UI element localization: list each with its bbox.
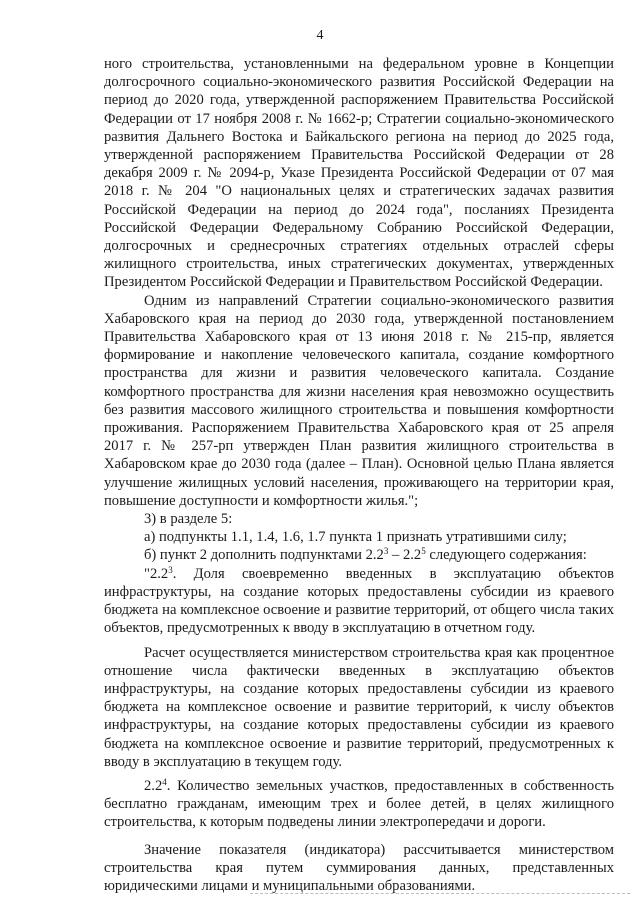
item-b-superscript-start: 3 — [383, 546, 389, 557]
page-number: 4 — [316, 28, 324, 43]
paragraph-calculation-method: Расчет осуществляется министерством строительства края как процентное отношение числа фактически введенных в эксплуатацию объектов инфраструктуры, на создание которых предоставлены субсидии из краевого бюджета на комплексное освоение и развитие территорий, к числу объектов инфраструктуры, на создание которых предоставлены субсидии из краевого бюджета на комплексное освоение и развитие территорий, предусмотренных к вводу в эксплуатацию в текущем году. — [104, 644, 614, 770]
item-b-lead: б) пункт 2 дополнить подпунктами 2.2 — [144, 547, 384, 564]
indicator-2-2-4-superscript: 4 — [162, 776, 167, 787]
paragraph-item-a: а) подпункты 1.1, 1.4, 1.6, 1.7 пункта 1 признать утратившими силу; — [144, 529, 567, 546]
paragraph-indicator-2-2-4 — [104, 777, 614, 832]
document-body — [104, 55, 614, 895]
paragraph-strategies-list: ного строительства, установленными на федеральном уровне в Концепции долгосрочного социально-экономического развития Российской Федерации на период до 2020 года, утвержденной распоряжением Правительства Российской Федерации от 17 ноября 2008 г. № 1662-р; Стратегии социально-экономического развития Дальнего Востока и Байкальского региона на период до 2025 года, утвержденной распоряжением Правительства Российской Федерации от 28 декабря 2009 г. № 2094-р, Указе Президента Российской Федерации от 07 мая 2018 г. № 204 "О национальных целях и стратегических задачах развития Российской Федерации на период до 2024 года", посланиях Президента Российской Федерации Федеральному Собранию Российской Федерации, долгосрочных и среднесрочных стратегиях отдельных отраслей сферы жилищного строительства, иных стратегических документах, утвержденных Президентом Российской Федерации и Правительством Российской Федерации. — [104, 56, 614, 291]
item-b-superscript-end: 5 — [421, 546, 426, 557]
indicator-2-2-3-number: "2.2 — [144, 565, 169, 582]
paragraph-item-b — [104, 546, 614, 564]
indicator-2-2-4-text: . Количество земельных участков, предоставленных в собственность бесплатно гражданам, имеющим трех и более детей, в целях жилищного строительства, к которым подведены линии электропередачи и дороги. — [104, 777, 614, 831]
indicator-2-2-3-superscript: 3 — [168, 564, 173, 575]
paragraph-indicator-value: Значение показателя (индикатора) рассчитывается министерством строительства края путем суммирования данных, представленных юридическими лицами и муниципальными образованиями. — [104, 841, 614, 894]
item-b-tail: следующего содержания: — [425, 547, 587, 564]
paragraph-khabarovsk-strategy: Одним из направлений Стратегии социально-экономического развития Хабаровского края на период до 2030 года, утвержденной постановлением Правительства Хабаровского края от 13 июня 2018 г. № 215-пр, является формирование и накопление человеческого капитала, создание комфортного пространства для жизни и развития человеческого капитала. Создание комфортного пространства для жизни населения края невозможно осуществить без развития массового жилищного строительства и повышения комфортности проживания. Распоряжением Правительства Хабаровского края от 25 апреля 2017 г. № 257-рп утвержден План развития жилищного строительства в Хабаровском крае до 2030 года (далее – План). Основной целью Плана является улучшение жилищных условий населения, проживающего на территории края, повышение доступности и комфортности жилья."; — [104, 292, 614, 509]
item-b-mid: – 2.2 — [388, 547, 422, 564]
paragraph-indicator-2-2-3 — [104, 565, 614, 638]
indicator-2-2-3-text: . Доля своевременно введенных в эксплуатацию объектов инфраструктуры, на создание которых предоставлены субсидии из краевого бюджета на комплексное освоение и развитие территорий, от общего числа таких объектов, предусмотренных к вводу в эксплуатацию в отчетном году. — [104, 565, 614, 637]
indicator-2-2-4-number: 2.2 — [144, 777, 163, 794]
scan-artifact-line — [250, 893, 630, 895]
paragraph-section-5-heading: 3) в разделе 5: — [144, 511, 233, 528]
